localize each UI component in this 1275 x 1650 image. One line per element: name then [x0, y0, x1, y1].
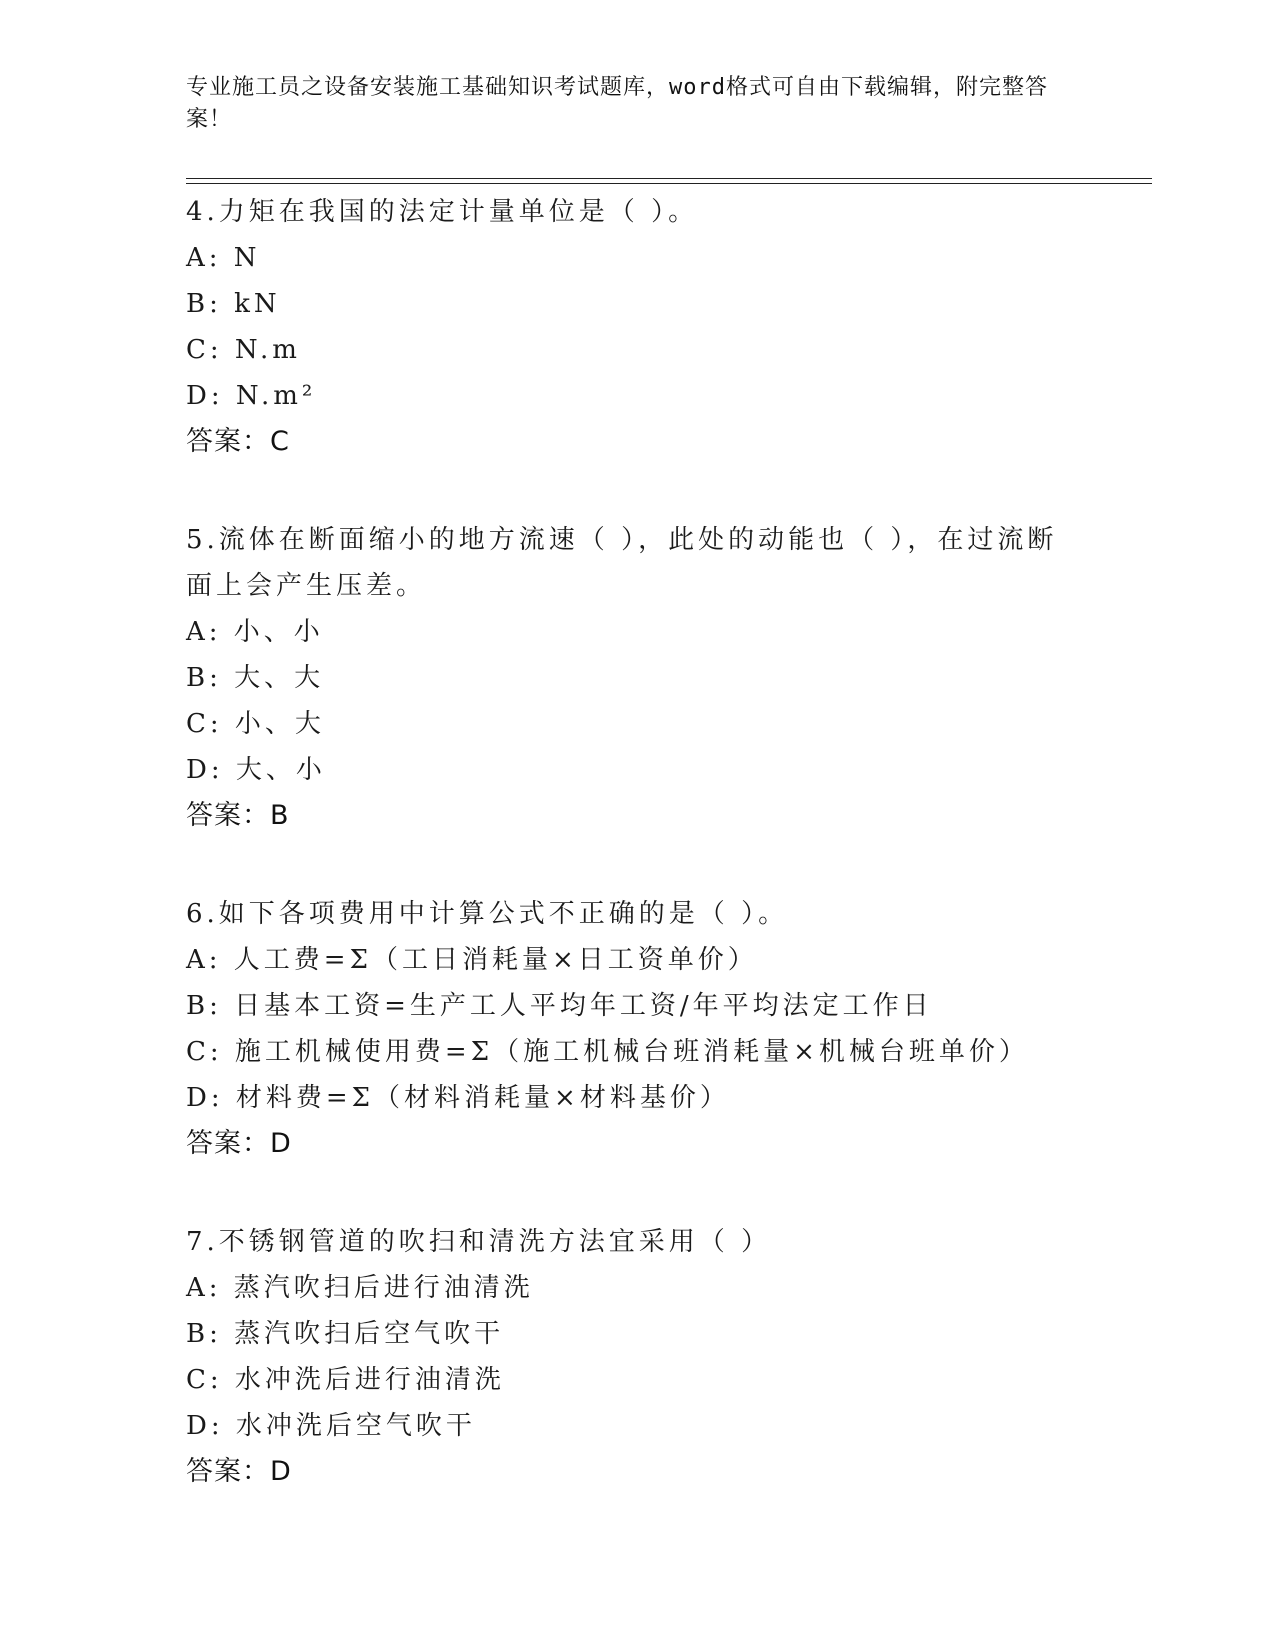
question-stem: 5.流体在断面缩小的地方流速（ ），此处的动能也（ ），在过流断面上会产生压差。 [186, 525, 1058, 601]
question-4 [186, 189, 1086, 465]
document-header: 专业施工员之设备安装施工基础知识考试题库，word格式可自由下载编辑，附完整答案！ [186, 75, 1048, 132]
option-a: A: 小、小 [186, 617, 324, 647]
option-d: D: N.m² [186, 381, 317, 411]
question-stem: 6.如下各项费用中计算公式不正确的是（ ）。 [186, 899, 789, 929]
question-list [186, 189, 1086, 1547]
option-c: C: 水冲洗后进行油清洗 [186, 1365, 505, 1395]
answer-text: 答案：B [186, 800, 290, 831]
option-d: D: 大、小 [186, 755, 326, 785]
question-stem: 7.不锈钢管道的吹扫和清洗方法宜采用（ ） [186, 1227, 772, 1257]
option-c: C: N.m [186, 335, 301, 365]
option-c: C: 施工机械使用费=Σ（施工机械台班消耗量×机械台班单价） [186, 1037, 1029, 1067]
question-7 [186, 1219, 1086, 1495]
option-a: A: 蒸汽吹扫后进行油清洗 [186, 1273, 534, 1303]
option-a: A: N [186, 243, 261, 273]
header-rule-bottom [186, 183, 1152, 184]
option-b: B: 日基本工资=生产工人平均年工资/年平均法定工作日 [186, 991, 933, 1021]
option-a: A: 人工费=Σ（工日消耗量×日工资单价） [186, 945, 758, 975]
option-b: B: kN [186, 289, 281, 319]
option-b: B: 大、大 [186, 663, 325, 693]
option-d: D: 水冲洗后空气吹干 [186, 1411, 476, 1441]
option-b: B: 蒸汽吹扫后空气吹干 [186, 1319, 505, 1349]
question-6 [186, 891, 1086, 1167]
question-5 [186, 517, 1086, 839]
header-rule-top [186, 178, 1152, 179]
option-d: D: 材料费=Σ（材料消耗量×材料基价） [186, 1083, 730, 1113]
question-stem: 4.力矩在我国的法定计量单位是（ ）。 [186, 197, 699, 227]
answer-text: 答案：D [186, 1456, 292, 1487]
answer-text: 答案：C [186, 426, 290, 457]
option-c: C: 小、大 [186, 709, 325, 739]
answer-text: 答案：D [186, 1128, 292, 1159]
